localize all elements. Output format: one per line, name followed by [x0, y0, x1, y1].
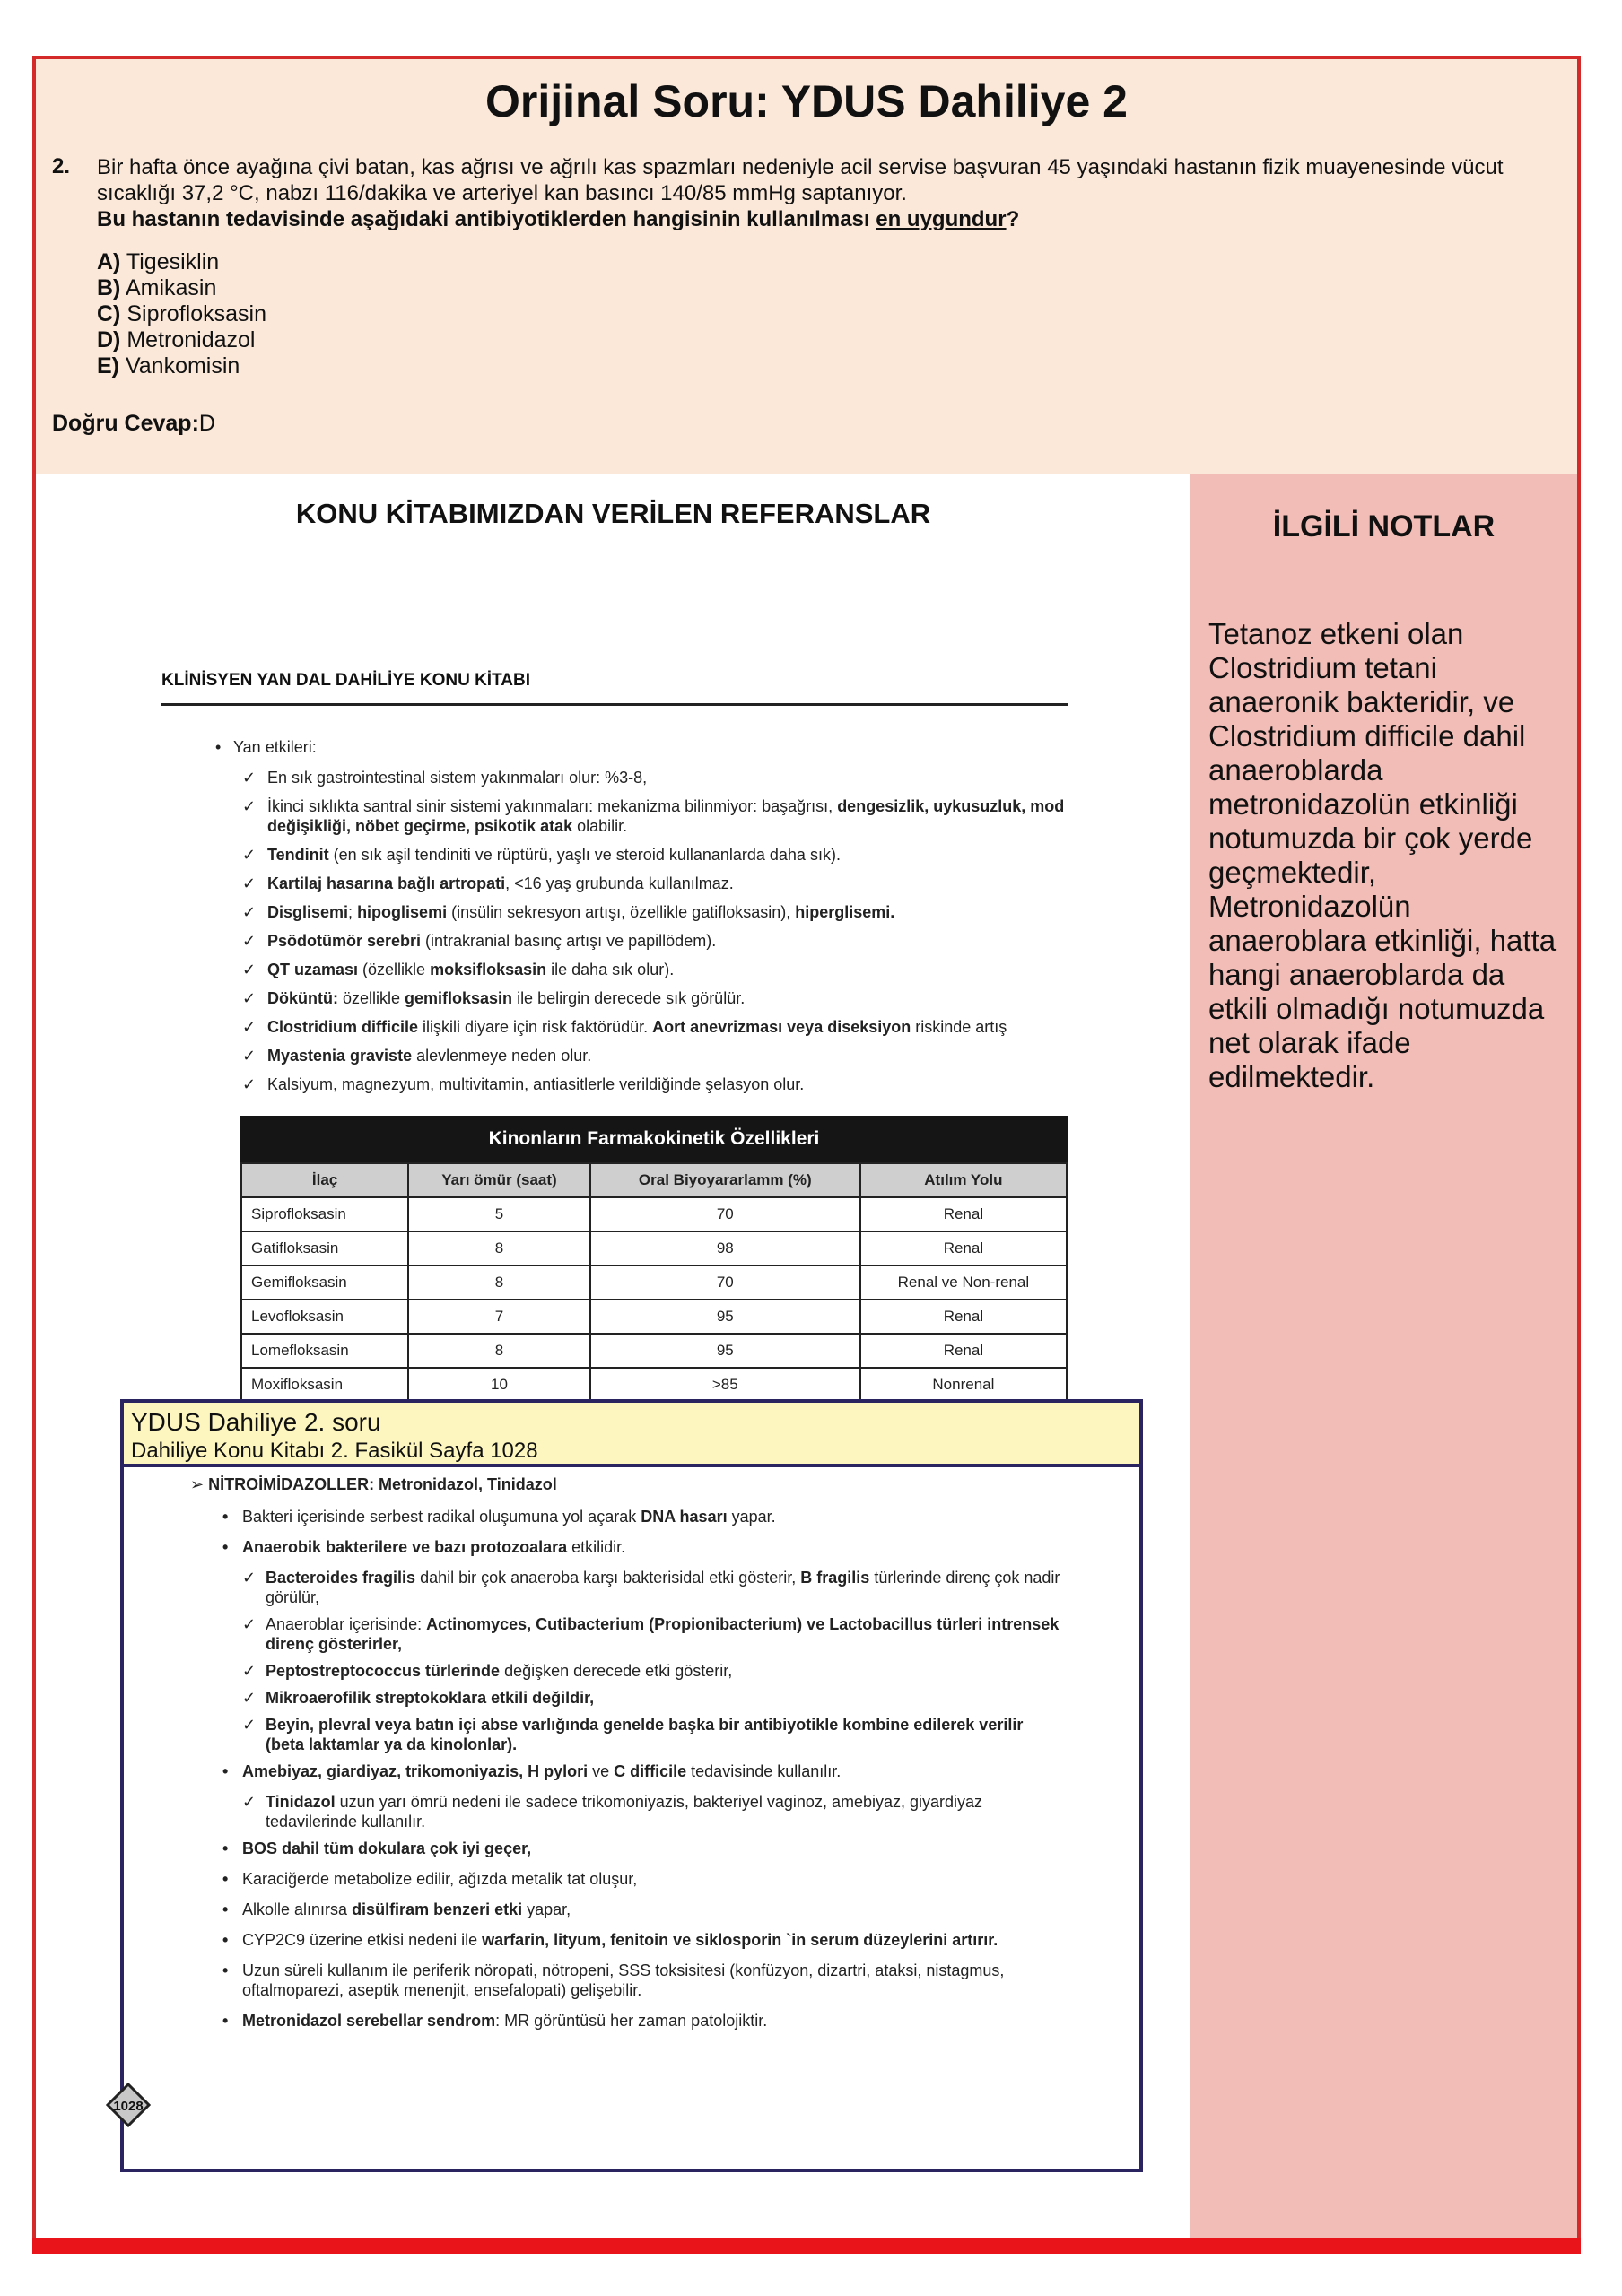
- check-icon: ✓: [242, 961, 257, 978]
- table-cell: Renal: [860, 1334, 1067, 1368]
- table-cell: Lomefloksasin: [241, 1334, 408, 1368]
- list-item: • CYP2C9 üzerine etkisi nedeni ile warfarin, lityum, fenitoin ve siklosporin `in serum düzeylerini artırır.: [222, 1930, 1066, 1950]
- table-cell: Gemifloksasin: [241, 1265, 408, 1300]
- question-stem: Bir hafta önce ayağına çivi batan, kas ağrısı ve ağrılı kas spazmları nedeniyle acil servise başvuran 45 yaşındaki hastanın fizik muayenesinde vücut sıcaklığı 37,2 °C, nabzı 116/dakika ve arteriyel kan basıncı 140/85 mmHg saptanıyor.: [97, 155, 1504, 205]
- list-item: • Amebiyaz, giardiyaz, trikomoniyazis, H pylori ve C difficile tedavisinde kullanılır.: [222, 1761, 1066, 1781]
- answer-options: [97, 249, 266, 379]
- list-item: • Anaerobik bakterilere ve bazı protozoalara etkilidir.: [222, 1537, 1066, 1557]
- table-header-row: [241, 1163, 1067, 1197]
- table-cell: Renal ve Non-renal: [860, 1265, 1067, 1300]
- table-row: [241, 1300, 1067, 1334]
- correct-answer: Doğru Cevap:D: [52, 411, 215, 436]
- notes-title: İLGİLİ NOTLAR: [1272, 509, 1496, 544]
- book-excerpt: [120, 1399, 1143, 2172]
- table-row: [241, 1334, 1067, 1368]
- option-e[interactable]: E) Vankomisin: [97, 353, 240, 378]
- side-effect-item: ✓ İkinci sıklıkta santral sinir sistemi yakınmaları: mekanizma bilinmiyor: başağrısı, dengesizlik, uykusuzluk, mod değişikliği, nöbet geçirme, psikotik atak olabilir.: [242, 797, 1065, 835]
- question-prompt-underline: en uygundur: [876, 207, 1007, 231]
- list-item: • Bakteri içerisinde serbest radikal oluşumuna yol açarak DNA hasarı yapar.: [222, 1507, 1066, 1526]
- check-icon: ✓: [242, 932, 257, 950]
- excerpt-list: [222, 1507, 1066, 2041]
- list-item: • Uzun süreli kullanım ile periferik nöropati, nötropeni, SSS toksisitesi (konfüzyon, dizartri, ataksi, nistagmus, oftalmoparezi, aseptik menenjit, ensefalopati) gelişebilir.: [222, 1961, 1066, 2000]
- side-effect-item: ✓ Tendinit (en sık aşil tendiniti ve rüptürü, yaşlı ve steroid kullananlarda daha sık).: [242, 846, 841, 864]
- table-row: [241, 1265, 1067, 1300]
- table-cell: Nonrenal: [860, 1368, 1067, 1402]
- table-cell: Renal: [860, 1300, 1067, 1334]
- list-item: • Alkolle alınırsa disülfiram benzeri etki yapar,: [222, 1900, 1066, 1919]
- option-a[interactable]: A) Tigesiklin: [97, 249, 220, 274]
- side-effect-item: ✓ Psödotümör serebri (intrakranial basınç artışı ve papillödem).: [242, 932, 717, 950]
- side-effect-item: ✓ Döküntü: özellikle gemifloksasin ile belirgin derecede sık görülür.: [242, 989, 746, 1007]
- excerpt-title: YDUS Dahiliye 2. soru: [131, 1408, 381, 1436]
- table-cell: Moxifloksasin: [241, 1368, 408, 1402]
- page-number-badge: [106, 2083, 151, 2127]
- table-header-cell: Atılım Yolu: [860, 1163, 1067, 1197]
- excerpt-section-heading: ➢ NİTROİMİDAZOLLER: Metronidazol, Tinidazol: [190, 1475, 557, 1493]
- list-subitem: ✓ Mikroaerofilik streptokoklara etkili değildir,: [242, 1689, 595, 1707]
- notes-panel: [1190, 474, 1577, 2238]
- notes-text: Tetanoz etkeni olan Clostridium tetani anaeronik bakteridir, ve Clostridium difficile dahil anaeroblarda metronidazolün etkinliği notumuzda bir çok yerde geçmektedir, Metronidazolün anaeroblara etkinliği, hatta hangi anaeroblarda da etkili olmadığı notumuzda net olarak ifade edilmektedir.: [1208, 617, 1557, 1093]
- option-c[interactable]: C) Siprofloksasin: [97, 301, 266, 326]
- side-effects-heading: • Yan etkileri:: [215, 737, 1077, 757]
- list-subitem: ✓ Peptostreptococcus türlerinde değişken derecede etki gösterir,: [242, 1662, 733, 1680]
- table-cell: 70: [590, 1197, 860, 1231]
- question-text: [97, 154, 1532, 232]
- table-header-cell: İlaç: [241, 1163, 408, 1197]
- side-effect-item: ✓ En sık gastrointestinal sistem yakınmaları olur: %3-8,: [242, 769, 648, 787]
- table-cell: 8: [408, 1334, 590, 1368]
- table-row: [241, 1197, 1067, 1231]
- excerpt-header: [124, 1403, 1139, 1467]
- check-icon: ✓: [242, 769, 257, 787]
- table-row: [241, 1368, 1067, 1402]
- side-effects-list: [215, 768, 1077, 1094]
- question-number: 2.: [52, 154, 71, 178]
- correct-answer-value: D: [198, 411, 215, 436]
- references-title: KONU KİTABIMIZDAN VERİLEN REFERANSLAR: [295, 498, 931, 529]
- book-header: KLİNİSYEN YAN DAL DAHİLİYE KONU KİTABI: [161, 671, 1068, 706]
- table-cell: 98: [590, 1231, 860, 1265]
- side-effect-item: ✓ QT uzaması (özellikle moksifloksasin ile daha sık olur).: [242, 961, 675, 978]
- check-icon: ✓: [242, 1018, 257, 1036]
- list-subitem: ✓ Bacteroides fragilis dahil bir çok anaeroba karşı bakterisidal etki gösterir, B fragilis türlerinde direnç çok nadir görülür,: [242, 1569, 1060, 1606]
- question-prompt: Bu hastanın tedavisinde aşağıdaki antibiyotiklerden hangisinin kullanılması en uygundur?: [97, 207, 1020, 231]
- table-cell: Gatifloksasin: [241, 1231, 408, 1265]
- question-panel: [36, 59, 1577, 474]
- table-cell: Levofloksasin: [241, 1300, 408, 1334]
- table-row: [241, 1231, 1067, 1265]
- table-cell: Renal: [860, 1231, 1067, 1265]
- table-cell: Siprofloksasin: [241, 1197, 408, 1231]
- question-title: Orijinal Soru: YDUS Dahiliye 2: [485, 76, 1128, 126]
- excerpt-subtitle: Dahiliye Konu Kitabı 2. Fasikül Sayfa 1028: [131, 1439, 538, 1463]
- table-cell: 8: [408, 1265, 590, 1300]
- list-subitem: ✓ Beyin, plevral veya batın içi abse varlığında genelde başka bir antibiyotikle kombine edilerek verilir (beta laktamlar ya da kinolonlar).: [242, 1716, 1024, 1753]
- list-subitem: ✓ Tinidazol uzun yarı ömrü nedeni ile sadece trikomoniyazis, bakteriyel vaginoz, amebiyaz, giyardiyaz tedavilerinde kullanılır.: [242, 1793, 983, 1831]
- option-d[interactable]: D) Metronidazol: [97, 327, 256, 352]
- table-cell: 7: [408, 1300, 590, 1334]
- table-cell: 10: [408, 1368, 590, 1402]
- list-item: • Metronidazol serebellar sendrom: MR görüntüsü her zaman patolojiktir.: [222, 2011, 1066, 2031]
- check-icon: ✓: [242, 903, 257, 921]
- table-cell: Renal: [860, 1197, 1067, 1231]
- table-cell: >85: [590, 1368, 860, 1402]
- table-cell: 8: [408, 1231, 590, 1265]
- check-icon: ✓: [242, 797, 257, 815]
- table-header-cell: Oral Biyoyararlamm (%): [590, 1163, 860, 1197]
- table-header-cell: Yarı ömür (saat): [408, 1163, 590, 1197]
- table-caption: Kinonların Farmakokinetik Özellikleri: [240, 1116, 1068, 1162]
- list-item: • BOS dahil tüm dokulara çok iyi geçer,: [222, 1839, 1066, 1858]
- check-icon: ✓: [242, 1047, 257, 1065]
- table-cell: 95: [590, 1300, 860, 1334]
- check-icon: ✓: [242, 1075, 257, 1093]
- kinolon-table: [240, 1116, 1068, 1403]
- table-cell: 70: [590, 1265, 860, 1300]
- side-effects-section: [215, 737, 1077, 1103]
- table-cell: 95: [590, 1334, 860, 1368]
- side-effect-item: ✓ Kartilaj hasarına bağlı artropati, <16 yaş grubunda kullanılmaz.: [242, 874, 734, 892]
- side-effect-item: ✓ Disglisemi; hipoglisemi (insülin sekresyon artışı, özellikle gatifloksasin), hiperglisemi.: [242, 903, 895, 921]
- check-icon: ✓: [242, 874, 257, 892]
- side-effect-item: ✓ Kalsiyum, magnezyum, multivitamin, antiasitlerle verildiğinde şelasyon olur.: [242, 1075, 805, 1093]
- bottom-red-bar: [32, 2238, 1581, 2254]
- list-item: • Karaciğerde metabolize edilir, ağızda metalik tat oluşur,: [222, 1869, 1066, 1889]
- side-effect-item: ✓ Clostridium difficile ilişkili diyare için risk faktörüdür. Aort anevrizması veya diseksiyon riskinde artış: [242, 1018, 1007, 1036]
- list-subitem: ✓ Anaeroblar içerisinde: Actinomyces, Cutibacterium (Propionibacterium) ve Lactobacillus türleri intrensek direnç gösterirler,: [242, 1615, 1060, 1653]
- check-icon: ✓: [242, 846, 257, 864]
- option-b[interactable]: B) Amikasin: [97, 275, 217, 300]
- side-effect-item: ✓ Myastenia graviste alevlenmeye neden olur.: [242, 1047, 592, 1065]
- page-number-text: 1028: [113, 2099, 144, 2114]
- table-cell: 5: [408, 1197, 590, 1231]
- check-icon: ✓: [242, 989, 257, 1007]
